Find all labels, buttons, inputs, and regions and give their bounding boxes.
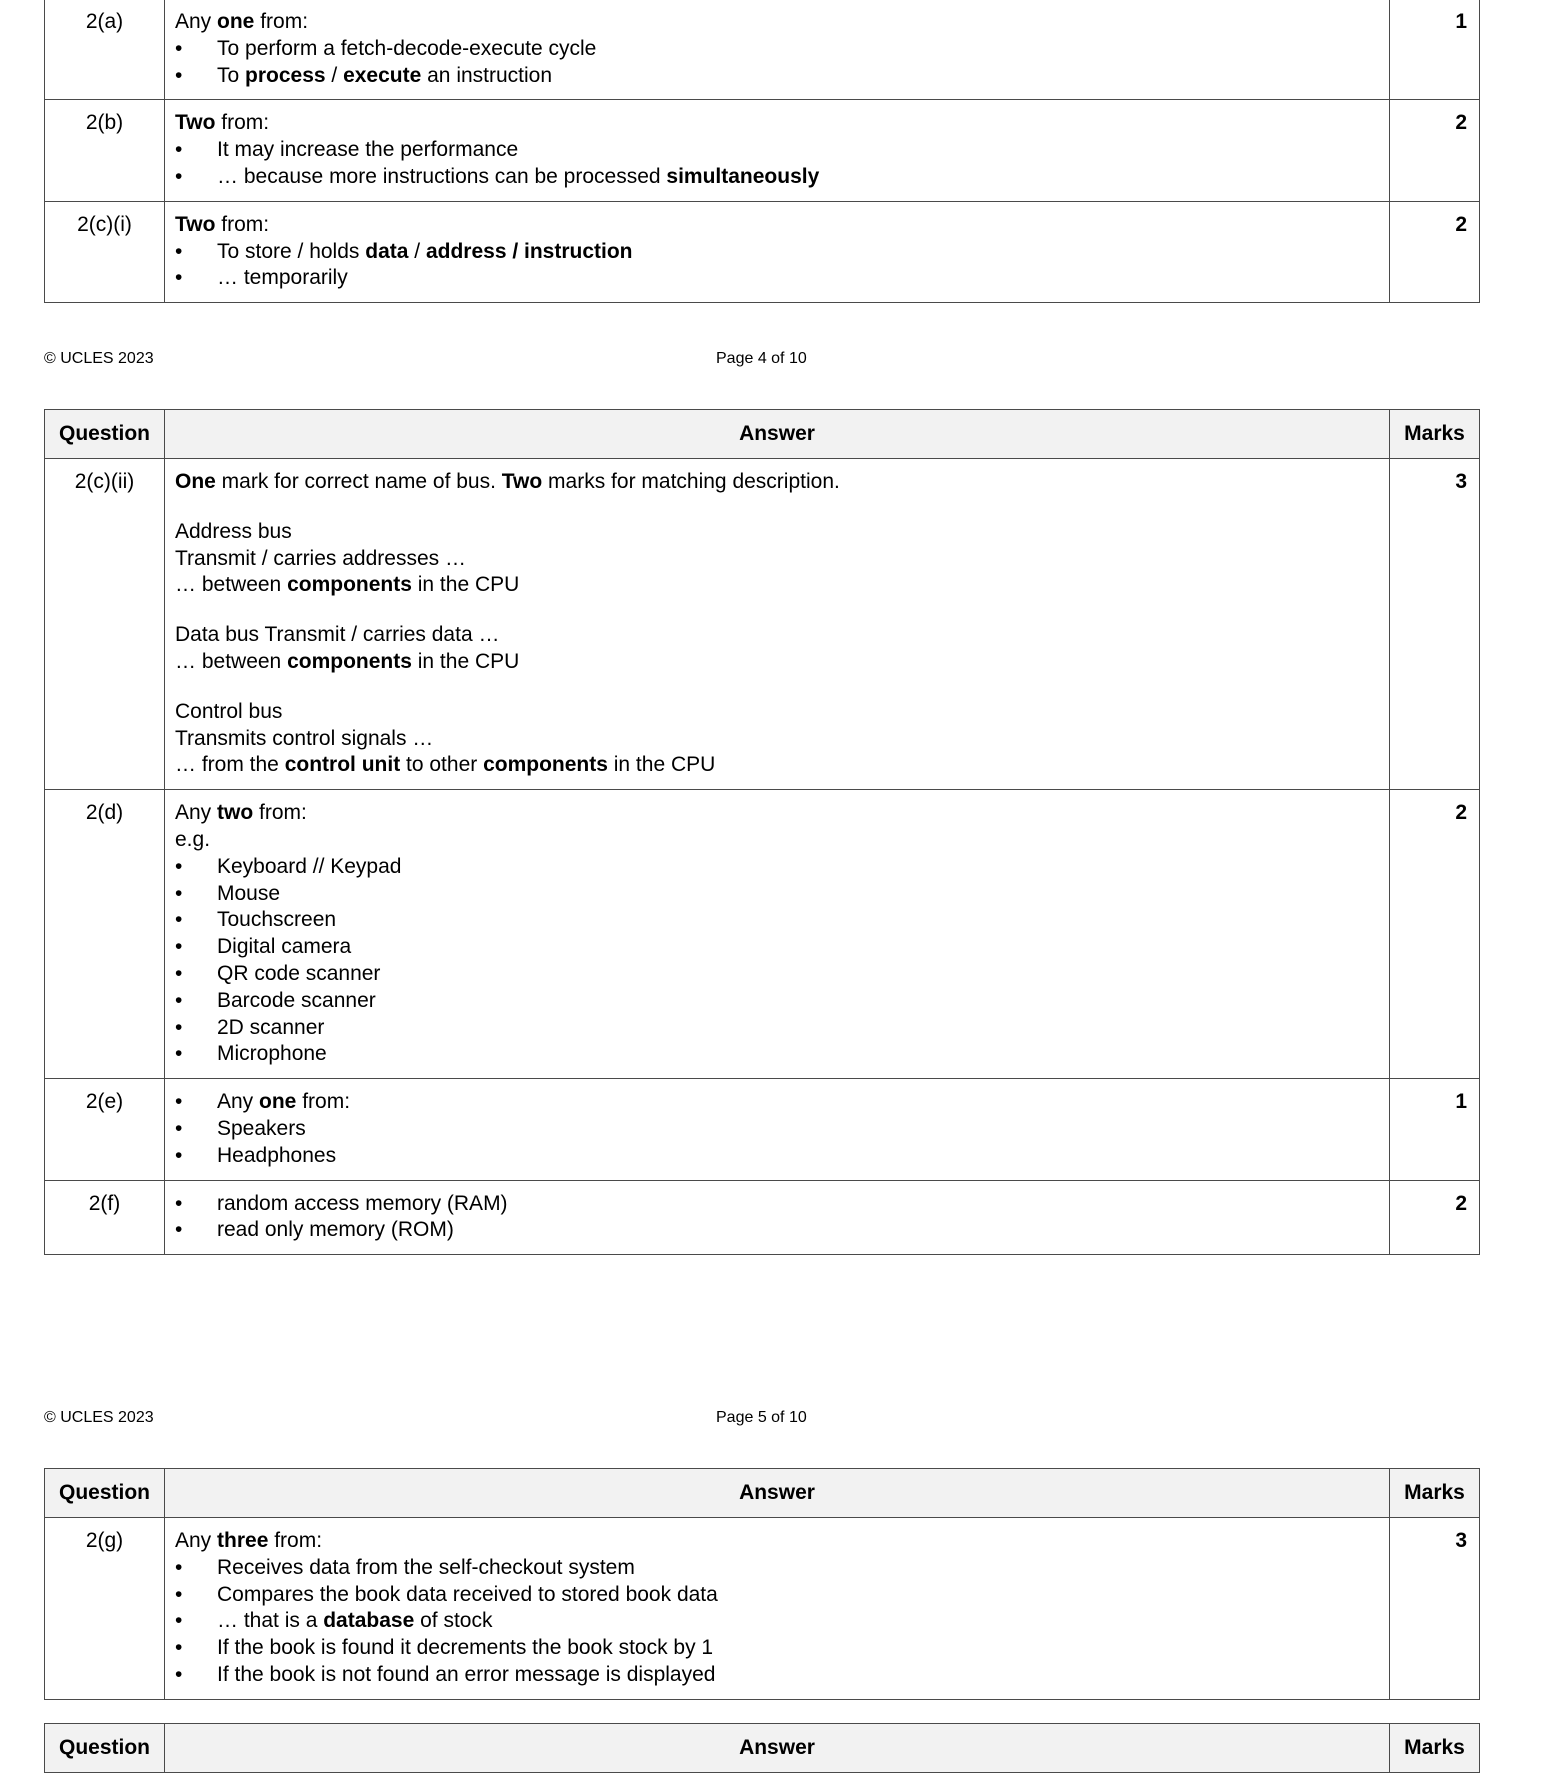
text: from: [254, 10, 309, 33]
question-number: 2(c)(ii) [45, 459, 165, 790]
table-row [45, 0, 1480, 100]
bold-text: process [245, 63, 326, 87]
text: to other [400, 753, 484, 777]
answer-line [175, 726, 1379, 753]
bullet-item [175, 1608, 1379, 1635]
header-marks: Marks [1390, 410, 1480, 459]
text: Speakers [217, 1116, 306, 1140]
question-number: 2(g) [45, 1518, 165, 1700]
answer-cell [165, 1180, 1390, 1255]
text: Any [217, 1090, 260, 1114]
mark-scheme-table-part-1 [44, 0, 1480, 303]
answer-cell [165, 100, 1390, 201]
text: in the CPU [411, 649, 520, 673]
question-number: 2(c)(i) [45, 201, 165, 302]
answer-cell [165, 1518, 1390, 1700]
text: Control bus [175, 699, 283, 723]
text: Transmit / carries addresses … [175, 546, 466, 570]
bullet-item [175, 1635, 1379, 1662]
table-block-4 [44, 1723, 1480, 1773]
text: If the book is not found an error message is displayed [217, 1662, 716, 1686]
text: It may increase the performance [217, 138, 519, 162]
text: … temporarily [217, 266, 348, 290]
table-row [45, 100, 1480, 201]
text: … between [175, 573, 288, 597]
bullet-item [175, 1041, 1379, 1068]
bold-text: control unit [284, 753, 401, 777]
marks-value: 2 [1390, 790, 1480, 1079]
marks-value: 3 [1390, 459, 1480, 790]
text: random access memory (RAM) [217, 1191, 508, 1215]
answer-cell [165, 201, 1390, 302]
answer-cell [165, 459, 1390, 790]
text: / [325, 63, 344, 87]
table-row [45, 459, 1480, 790]
question-number: 2(d) [45, 790, 165, 1079]
footer-copyright: © UCLES 2023 [44, 350, 154, 367]
answer-line [175, 827, 1379, 854]
bullet-item [175, 63, 1379, 90]
answer-line [175, 800, 1379, 827]
bullet-item [175, 1116, 1379, 1143]
footer-page-number: Page 5 of 10 [716, 1409, 807, 1426]
marks-value: 3 [1390, 1518, 1480, 1700]
text: read only memory (ROM) [217, 1218, 454, 1242]
text: Mouse [217, 881, 281, 905]
mark-scheme-table-part-2 [44, 409, 1480, 1255]
text: Headphones [217, 1143, 337, 1167]
text: To store / holds [217, 239, 366, 263]
text: from: [268, 1529, 323, 1552]
header-question: Question [45, 410, 165, 459]
footer-page-number: Page 4 of 10 [716, 350, 807, 367]
text: … that is a [217, 1609, 324, 1633]
answer-line [175, 110, 1379, 137]
question-number: 2(e) [45, 1079, 165, 1180]
answer-line [175, 546, 1379, 573]
text: 2D scanner [217, 1015, 325, 1039]
answer-cell [165, 0, 1390, 100]
text: Compares the book data received to stored book data [217, 1582, 718, 1606]
bold-text: simultaneously [666, 164, 820, 188]
bullet-item [175, 265, 1379, 292]
question-number: 2(b) [45, 100, 165, 201]
bold-text: Two [175, 212, 216, 236]
question-number: 2(a) [45, 0, 165, 100]
text: of stock [414, 1609, 493, 1633]
header-answer: Answer [165, 410, 1390, 459]
table-header-row [45, 1724, 1480, 1773]
text: QR code scanner [217, 961, 381, 985]
bold-text: One [175, 470, 216, 493]
mark-scheme-table-part-3 [44, 1468, 1480, 1700]
answer-line [175, 752, 1379, 779]
bold-text: components [287, 649, 412, 673]
mark-scheme-table-part-4 [44, 1723, 1480, 1773]
text: in the CPU [607, 753, 716, 777]
text: Data bus Transmit / carries data … [175, 623, 500, 647]
bullet-item [175, 881, 1379, 908]
bold-text: one [217, 10, 255, 33]
question-number: 2(f) [45, 1180, 165, 1255]
header-marks: Marks [1390, 1469, 1480, 1518]
bold-text: one [259, 1090, 297, 1114]
table-block-2 [44, 409, 1480, 1255]
bold-text: data [365, 239, 409, 263]
line-gap [175, 676, 1379, 699]
bold-text: components [287, 573, 412, 597]
answer-line [175, 519, 1379, 546]
text: To perform a fetch-decode-execute cycle [217, 36, 597, 60]
text: from: [215, 212, 270, 236]
text: … between [175, 649, 288, 673]
header-answer: Answer [165, 1724, 1390, 1773]
text: Digital camera [217, 935, 352, 959]
bold-text: execute [343, 63, 422, 87]
text: If the book is found it decrements the book stock by 1 [217, 1636, 714, 1660]
text: Touchscreen [217, 908, 337, 932]
footer-copyright: © UCLES 2023 [44, 1409, 154, 1426]
bullet-item [175, 1015, 1379, 1042]
bold-text: address / instruction [425, 239, 633, 263]
bullet-item [175, 1555, 1379, 1582]
bullet-item [175, 934, 1379, 961]
text: from: [215, 111, 270, 135]
bullet-item [175, 164, 1379, 191]
marks-value: 2 [1390, 1180, 1480, 1255]
table-row [45, 201, 1480, 302]
marks-value: 1 [1390, 1079, 1480, 1180]
table-header-row [45, 410, 1480, 459]
text: Address bus [175, 519, 292, 543]
bullet-item [175, 239, 1379, 266]
header-answer: Answer [165, 1469, 1390, 1518]
bullet-item [175, 1191, 1379, 1218]
bold-text: components [483, 753, 608, 777]
answer-cell [165, 1079, 1390, 1180]
text: Any [175, 1529, 218, 1552]
bullet-item [175, 854, 1379, 881]
bullet-item [175, 988, 1379, 1015]
table-row [45, 1518, 1480, 1700]
bullet-item [175, 1582, 1379, 1609]
bold-text: database [323, 1609, 415, 1633]
bullet-item [175, 36, 1379, 63]
marks-value: 1 [1390, 0, 1480, 100]
text: … from the [175, 753, 285, 777]
text: e.g. [175, 827, 211, 851]
table-row [45, 1180, 1480, 1255]
text: Receives data from the self-checkout system [217, 1555, 635, 1579]
text: Barcode scanner [217, 988, 376, 1012]
bullet-item [175, 1217, 1379, 1244]
answer-line [175, 9, 1379, 36]
text: from: [296, 1090, 351, 1114]
text: … because more instructions can be processed [217, 164, 667, 188]
text: Microphone [217, 1042, 327, 1066]
table-row [45, 790, 1480, 1079]
table-row [45, 1079, 1480, 1180]
answer-line [175, 699, 1379, 726]
header-question: Question [45, 1469, 165, 1518]
bullet-item [175, 1143, 1379, 1170]
text: Any [175, 10, 218, 33]
text: from: [253, 801, 307, 825]
bold-text: Two [175, 111, 216, 135]
answer-line [175, 572, 1379, 599]
text: Transmits control signals … [175, 726, 434, 750]
answer-line [175, 469, 1379, 496]
table-block-1 [44, 0, 1480, 303]
bullet-item [175, 137, 1379, 164]
bullet-item [175, 1662, 1379, 1689]
bullet-item [175, 961, 1379, 988]
text: marks for matching description. [542, 470, 840, 493]
text: Keyboard // Keypad [217, 854, 402, 878]
answer-cell [165, 790, 1390, 1079]
answer-line [175, 212, 1379, 239]
answer-line [175, 1528, 1379, 1555]
bold-text: Two [501, 470, 543, 493]
text: mark for correct name of bus. [215, 470, 502, 493]
text: Any [175, 801, 218, 825]
bullet-item [175, 907, 1379, 934]
header-question: Question [45, 1724, 165, 1773]
text: an instruction [421, 63, 553, 87]
text: in the CPU [411, 573, 520, 597]
line-gap [175, 599, 1379, 622]
table-block-3 [44, 1468, 1480, 1700]
answer-line [175, 622, 1379, 649]
text: / [408, 239, 426, 263]
line-gap [175, 496, 1379, 519]
bullet-item [175, 1089, 1379, 1116]
header-marks: Marks [1390, 1724, 1480, 1773]
bold-text: two [217, 801, 254, 825]
marks-value: 2 [1390, 201, 1480, 302]
text: To [217, 63, 246, 87]
bold-text: three [217, 1529, 269, 1552]
table-header-row [45, 1469, 1480, 1518]
marks-value: 2 [1390, 100, 1480, 201]
answer-line [175, 649, 1379, 676]
